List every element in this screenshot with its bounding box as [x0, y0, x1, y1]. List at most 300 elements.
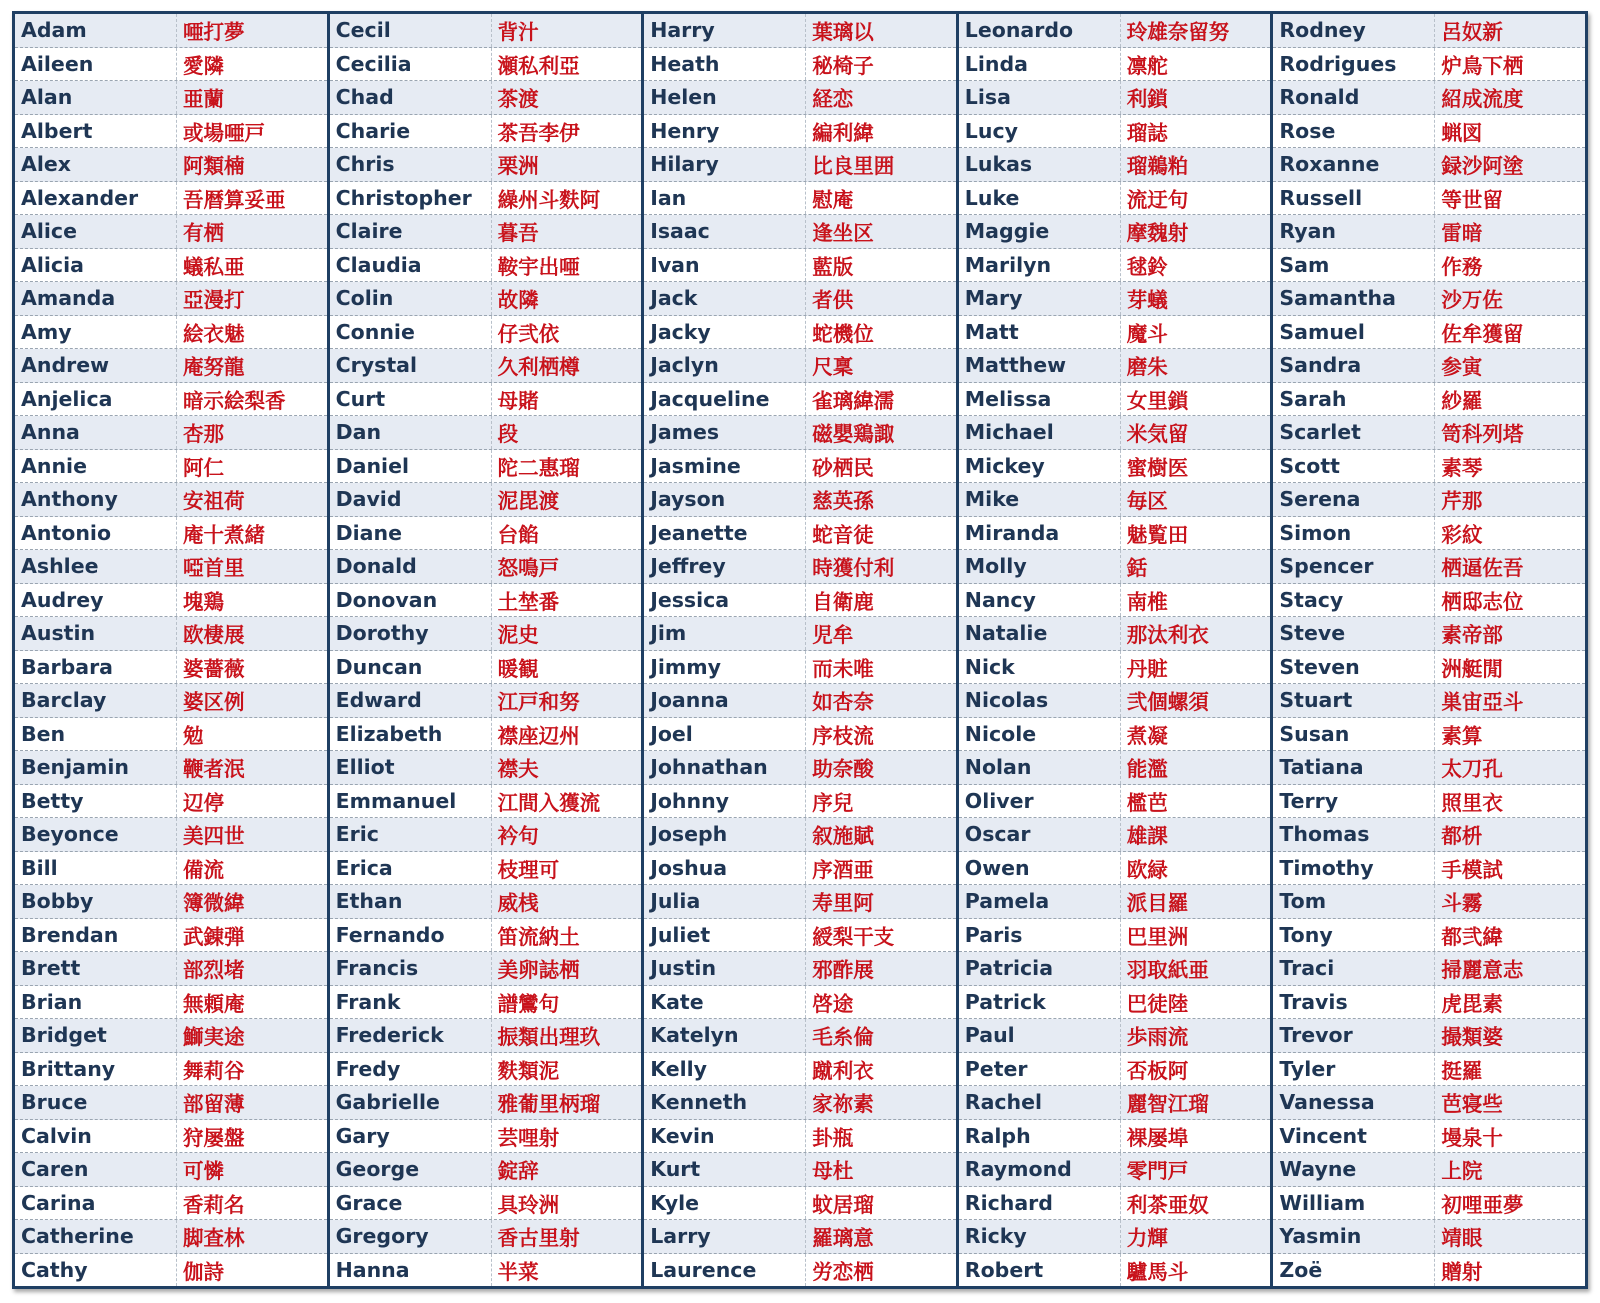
kanji-name: 佐牟獲留	[1441, 321, 1524, 346]
english-name: Nicole	[959, 718, 1121, 751]
table-row	[15, 751, 327, 785]
table-row	[644, 349, 956, 383]
kanji-name: 江戸和努	[497, 690, 580, 715]
english-name: Patrick	[959, 986, 1121, 1019]
table-row	[644, 316, 956, 350]
english-name: Sam	[1273, 249, 1435, 282]
english-name: Gregory	[330, 1220, 492, 1253]
english-name: Oscar	[959, 818, 1121, 851]
table-row	[644, 282, 956, 316]
kanji-name: 而未唯	[812, 656, 874, 681]
english-name: Grace	[330, 1187, 492, 1220]
english-name: Fredy	[330, 1053, 492, 1086]
table-row	[959, 483, 1271, 517]
table-row	[15, 517, 327, 551]
table-row	[15, 1120, 327, 1154]
english-name: Scott	[1273, 450, 1435, 483]
table-row	[959, 952, 1271, 986]
english-name: Ryan	[1273, 215, 1435, 248]
kanji-name: 派目羅	[1126, 891, 1189, 916]
kanji-name: 芭寝些	[1441, 1092, 1503, 1117]
kanji-name: 南椎	[1126, 589, 1168, 614]
english-name: Jeffrey	[644, 550, 806, 583]
english-name: Johnathan	[644, 751, 806, 784]
table-row	[644, 785, 956, 819]
kanji-name: 狩屡盤	[183, 1125, 245, 1150]
table-row	[15, 852, 327, 886]
english-name: Anjelica	[15, 383, 177, 416]
english-name: Jacqueline	[644, 383, 806, 416]
kanji-name: 香古里射	[497, 1226, 580, 1251]
english-name: Vincent	[1273, 1120, 1435, 1153]
kanji-name: 或場唖戸	[183, 120, 266, 145]
kanji-name: 絵衣魅	[183, 321, 245, 346]
kanji-name: 江間入獲流	[497, 790, 601, 815]
english-name: Curt	[330, 383, 492, 416]
english-name: Owen	[959, 852, 1121, 885]
kanji-name: 慰庵	[812, 187, 854, 212]
english-name: Stuart	[1273, 684, 1435, 717]
kanji-name: 素算	[1441, 723, 1483, 748]
table-row	[15, 48, 327, 82]
kanji-name: 美四世	[183, 824, 245, 849]
table-row	[1273, 416, 1585, 450]
english-name: Benjamin	[15, 751, 177, 784]
english-name: Robert	[959, 1254, 1121, 1287]
english-name: David	[330, 483, 492, 516]
english-name: Frederick	[330, 1019, 492, 1052]
kanji-name: 沙万佐	[1441, 288, 1503, 313]
english-name: Audrey	[15, 584, 177, 617]
table-row	[330, 483, 642, 517]
kanji-name: 瑠誌	[1126, 120, 1168, 145]
english-name: Bobby	[15, 885, 177, 918]
table-row	[959, 785, 1271, 819]
table-row	[1273, 249, 1585, 283]
name-column-group-2	[330, 14, 645, 1286]
table-row	[644, 115, 956, 149]
table-row	[1273, 450, 1585, 484]
english-name: Pamela	[959, 885, 1121, 918]
english-name: Daniel	[330, 450, 492, 483]
table-row	[1273, 383, 1585, 417]
table-row	[330, 919, 642, 953]
kanji-name: 芹那	[1441, 489, 1483, 514]
table-row	[15, 1220, 327, 1254]
english-name: Nolan	[959, 751, 1121, 784]
kanji-name: 婆薔薇	[183, 656, 245, 681]
english-name: Steven	[1273, 651, 1435, 684]
kanji-name: 慈英孫	[812, 489, 874, 514]
english-name: Kevin	[644, 1120, 806, 1153]
table-row	[644, 215, 956, 249]
english-name: Rose	[1273, 115, 1435, 148]
english-name: Russell	[1273, 182, 1435, 215]
table-row	[330, 383, 642, 417]
kanji-name: 雄課	[1126, 824, 1168, 849]
kanji-name: 雀璃緯濡	[812, 388, 895, 413]
english-name: Jack	[644, 282, 806, 315]
table-row	[959, 550, 1271, 584]
table-row	[330, 249, 642, 283]
english-name: Hilary	[644, 148, 806, 181]
kanji-name: 卦瓶	[812, 1125, 854, 1150]
table-row	[330, 517, 642, 551]
table-row	[1273, 1019, 1585, 1053]
kanji-name: 贈射	[1441, 1259, 1483, 1284]
table-row	[15, 785, 327, 819]
table-row	[15, 651, 327, 685]
table-row	[15, 617, 327, 651]
kanji-name: 伽詩	[183, 1259, 225, 1284]
kanji-name: 泥史	[497, 623, 539, 648]
kanji-name: 寿里阿	[812, 891, 874, 916]
english-name: Lukas	[959, 148, 1121, 181]
table-row	[959, 584, 1271, 618]
kanji-name: 衿句	[497, 824, 539, 849]
english-name: Maggie	[959, 215, 1121, 248]
table-row	[15, 1153, 327, 1187]
english-name: Ashlee	[15, 550, 177, 583]
kanji-name: 芸哩射	[497, 1125, 560, 1150]
table-row	[644, 148, 956, 182]
kanji-name: 凛舵	[1126, 53, 1168, 78]
kanji-name: 泥毘渡	[497, 489, 560, 514]
english-name: Beyonce	[15, 818, 177, 851]
table-row	[330, 282, 642, 316]
english-name: Trevor	[1273, 1019, 1435, 1052]
kanji-name: 女里鎖	[1126, 388, 1189, 413]
table-row	[1273, 1120, 1585, 1154]
kanji-name: 吾暦算妥亜	[183, 187, 286, 212]
english-name: Justin	[644, 952, 806, 985]
table-row	[330, 1254, 642, 1287]
table-row	[644, 48, 956, 82]
english-name: Rodney	[1273, 14, 1435, 47]
english-name: Cecilia	[330, 48, 492, 81]
table-row	[959, 1187, 1271, 1221]
kanji-name: 鞍宇出唖	[497, 254, 580, 279]
english-name: Yasmin	[1273, 1220, 1435, 1253]
kanji-name: 部烈堵	[183, 958, 245, 983]
table-row	[1273, 182, 1585, 216]
english-name: Michael	[959, 416, 1121, 449]
table-row	[959, 852, 1271, 886]
table-row	[15, 316, 327, 350]
english-name: Joshua	[644, 852, 806, 885]
english-name: Emmanuel	[330, 785, 492, 818]
table-row	[330, 1153, 642, 1187]
english-name: Samantha	[1273, 282, 1435, 315]
table-row	[330, 1220, 642, 1254]
table-row	[1273, 349, 1585, 383]
english-name: Nancy	[959, 584, 1121, 617]
kanji-name: 炉鳥下栖	[1441, 53, 1524, 78]
english-name: Kenneth	[644, 1086, 806, 1119]
english-name: Austin	[15, 617, 177, 650]
table-row	[15, 282, 327, 316]
table-row	[330, 751, 642, 785]
table-row	[330, 617, 642, 651]
english-name: Miranda	[959, 517, 1121, 550]
table-row	[644, 651, 956, 685]
kanji-name: 枝理可	[497, 857, 560, 882]
english-name: Julia	[644, 885, 806, 918]
table-row	[644, 852, 956, 886]
kanji-name: 栗洲	[497, 154, 539, 179]
kanji-name: 墁泉十	[1441, 1125, 1503, 1150]
english-name: Spencer	[1273, 550, 1435, 583]
table-row	[959, 1220, 1271, 1254]
table-row	[330, 450, 642, 484]
table-row	[959, 249, 1271, 283]
table-row	[1273, 785, 1585, 819]
kanji-name: 檻芭	[1126, 790, 1168, 815]
kanji-name: 怒鳴戸	[497, 556, 560, 581]
english-name: Jacky	[644, 316, 806, 349]
table-row	[644, 1220, 956, 1254]
english-name: Kelly	[644, 1053, 806, 1086]
english-name: Oliver	[959, 785, 1121, 818]
table-row	[15, 215, 327, 249]
table-row	[330, 1120, 642, 1154]
english-name: Bridget	[15, 1019, 177, 1052]
kanji-name: 魅覧田	[1126, 522, 1189, 547]
table-row	[15, 81, 327, 115]
english-name: Amy	[15, 316, 177, 349]
table-row	[959, 182, 1271, 216]
kanji-name: 編利緯	[812, 120, 874, 145]
table-row	[1273, 48, 1585, 82]
table-row	[1273, 148, 1585, 182]
table-row	[1273, 584, 1585, 618]
table-row	[959, 1254, 1271, 1287]
english-name: Linda	[959, 48, 1121, 81]
kanji-name: 自衛鹿	[812, 589, 874, 614]
english-name: Brendan	[15, 919, 177, 952]
table-row	[644, 483, 956, 517]
english-name: Samuel	[1273, 316, 1435, 349]
kanji-name: 暗示絵梨香	[183, 388, 286, 413]
kanji-name: 仔弐依	[497, 321, 560, 346]
table-row	[644, 1187, 956, 1221]
table-row	[1273, 517, 1585, 551]
english-name: Matthew	[959, 349, 1121, 382]
kanji-name: 愛隣	[183, 53, 225, 78]
kanji-name: 蟻私亜	[183, 254, 245, 279]
table-row	[330, 1053, 642, 1087]
kanji-name: 如杏奈	[812, 690, 874, 715]
table-row	[15, 14, 327, 48]
table-row	[15, 416, 327, 450]
kanji-name: 児牟	[812, 623, 854, 648]
table-row	[15, 249, 327, 283]
kanji-name: 母杜	[812, 1159, 854, 1184]
english-name: Diane	[330, 517, 492, 550]
kanji-name: 威桟	[497, 891, 539, 916]
english-name: Jayson	[644, 483, 806, 516]
kanji-name: 挺羅	[1441, 1058, 1483, 1083]
english-name: Calvin	[15, 1120, 177, 1153]
kanji-name: 序兒	[812, 790, 854, 815]
kanji-name: 否板阿	[1126, 1058, 1189, 1083]
table-row	[644, 14, 956, 48]
english-name: Natalie	[959, 617, 1121, 650]
kanji-name: 綬梨干支	[812, 924, 895, 949]
table-row	[15, 450, 327, 484]
table-row	[959, 48, 1271, 82]
kanji-name: 栖逼佐吾	[1441, 556, 1524, 581]
english-name: Sarah	[1273, 383, 1435, 416]
kanji-name: 撮類婆	[1441, 1025, 1503, 1050]
table-row	[1273, 952, 1585, 986]
name-column-group-5	[1273, 14, 1585, 1286]
kanji-name: 紹成流度	[1441, 87, 1524, 112]
table-row	[15, 1254, 327, 1287]
kanji-name: 秘椅子	[812, 53, 874, 78]
table-row	[1273, 1254, 1585, 1287]
kanji-name: 藍版	[812, 254, 854, 279]
kanji-name: 毬鈴	[1126, 254, 1168, 279]
table-row	[644, 1120, 956, 1154]
name-kanji-table	[12, 11, 1588, 1289]
kanji-name: 流迂句	[1126, 187, 1189, 212]
table-row	[644, 885, 956, 919]
kanji-name: 有栖	[183, 221, 225, 246]
table-row	[959, 1019, 1271, 1053]
english-name: Rachel	[959, 1086, 1121, 1119]
table-row	[959, 416, 1271, 450]
kanji-name: 都枡	[1441, 824, 1483, 849]
table-row	[1273, 1086, 1585, 1120]
kanji-name: 録沙阿塗	[1441, 154, 1524, 179]
table-row	[959, 148, 1271, 182]
table-row	[644, 550, 956, 584]
kanji-name: 安祖荷	[183, 489, 245, 514]
table-row	[330, 651, 642, 685]
table-row	[330, 852, 642, 886]
english-name: Barbara	[15, 651, 177, 684]
kanji-name: 舞莉谷	[183, 1058, 245, 1083]
english-name: Colin	[330, 282, 492, 315]
kanji-name: 零門戸	[1126, 1159, 1189, 1184]
table-row	[1273, 986, 1585, 1020]
english-name: Heath	[644, 48, 806, 81]
english-name: George	[330, 1153, 492, 1186]
table-row	[330, 1019, 642, 1053]
english-name: Wayne	[1273, 1153, 1435, 1186]
english-name: Hanna	[330, 1254, 492, 1287]
table-row	[644, 1254, 956, 1287]
english-name: Marilyn	[959, 249, 1121, 282]
kanji-name: 啞首里	[183, 556, 245, 581]
table-row	[15, 182, 327, 216]
english-name: Johnny	[644, 785, 806, 818]
english-name: Roxanne	[1273, 148, 1435, 181]
table-row	[644, 818, 956, 852]
kanji-name: 阿仁	[183, 455, 225, 480]
english-name: Raymond	[959, 1153, 1121, 1186]
table-row	[15, 550, 327, 584]
table-row	[644, 182, 956, 216]
table-row	[330, 182, 642, 216]
table-row	[1273, 885, 1585, 919]
english-name: Tony	[1273, 919, 1435, 952]
english-name: Gabrielle	[330, 1086, 492, 1119]
kanji-name: 彩紋	[1441, 522, 1483, 547]
kanji-name: 歩雨流	[1126, 1025, 1189, 1050]
kanji-name: 繰州斗麩阿	[497, 187, 601, 212]
kanji-name: 土埜番	[497, 589, 560, 614]
english-name: Ben	[15, 718, 177, 751]
table-row	[15, 885, 327, 919]
english-name: Susan	[1273, 718, 1435, 751]
table-row	[15, 952, 327, 986]
kanji-name: 経恋	[812, 87, 854, 112]
english-name: Paris	[959, 919, 1121, 952]
table-row	[644, 718, 956, 752]
table-row	[959, 282, 1271, 316]
table-row	[959, 517, 1271, 551]
table-row	[644, 751, 956, 785]
english-name: Donovan	[330, 584, 492, 617]
kanji-name: 婆区例	[183, 690, 245, 715]
kanji-name: 杏那	[183, 422, 225, 447]
kanji-name: 暮吾	[497, 221, 539, 246]
table-row	[959, 1086, 1271, 1120]
kanji-name: 暖観	[497, 656, 539, 681]
english-name: Vanessa	[1273, 1086, 1435, 1119]
table-row	[1273, 684, 1585, 718]
table-row	[330, 818, 642, 852]
english-name: Ethan	[330, 885, 492, 918]
table-row	[644, 383, 956, 417]
kanji-name: 砂栖民	[812, 455, 874, 480]
english-name: Tatiana	[1273, 751, 1435, 784]
table-row	[330, 684, 642, 718]
english-name: Simon	[1273, 517, 1435, 550]
kanji-name: 蜜樹医	[1126, 455, 1189, 480]
kanji-name: 作務	[1441, 254, 1483, 279]
kanji-name: 家祢素	[812, 1092, 874, 1117]
kanji-name: 尺稟	[812, 355, 854, 380]
english-name: Joel	[644, 718, 806, 751]
table-row	[15, 1187, 327, 1221]
table-row	[330, 316, 642, 350]
table-row	[959, 684, 1271, 718]
kanji-name: 背汁	[497, 20, 539, 45]
english-name: Amanda	[15, 282, 177, 315]
english-name: Rodrigues	[1273, 48, 1435, 81]
english-name: Sandra	[1273, 349, 1435, 382]
kanji-name: 瀬私利亞	[497, 53, 580, 78]
kanji-name: 都弐緯	[1441, 924, 1503, 949]
kanji-name: 毛糸倫	[812, 1025, 874, 1050]
table-row	[1273, 818, 1585, 852]
kanji-name: 時獲付利	[812, 556, 895, 581]
kanji-name: 塊鶏	[183, 589, 225, 614]
kanji-name: 蛇機位	[812, 321, 874, 346]
table-row	[959, 751, 1271, 785]
table-row	[1273, 1220, 1585, 1254]
kanji-name: 久利栖樽	[497, 355, 580, 380]
kanji-name: 巣宙亞斗	[1441, 690, 1524, 715]
table-row	[15, 919, 327, 953]
kanji-name: 勉	[183, 723, 204, 748]
kanji-name: 素帝部	[1441, 623, 1503, 648]
english-name: Caren	[15, 1153, 177, 1186]
english-name: Peter	[959, 1053, 1121, 1086]
